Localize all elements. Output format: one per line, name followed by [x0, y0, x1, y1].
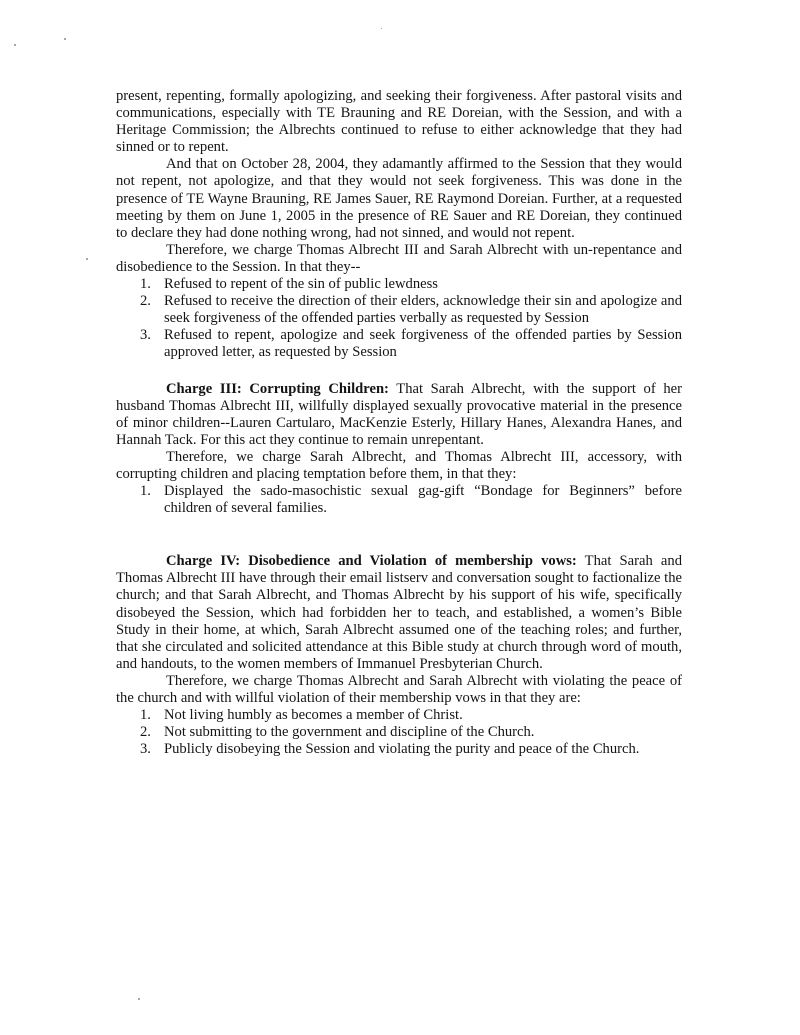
- list-text: Publicly disobeying the Session and violating the purity and peace of the Church.: [164, 741, 640, 758]
- list-number: 3.: [140, 327, 151, 344]
- charge-3-body: That Sarah Albrecht, with the support of her husband Thomas Albrecht III, willfully displayed sexually provocative material in the presence of minor children--Lauren Cartularo, MacKenzie Esterly, Hillary Hanes, Alexandra Hanes, and Hannah Tack. For this act they continue to remain unrepentant.: [116, 380, 682, 448]
- list-item: [116, 483, 682, 517]
- list-item: [116, 724, 682, 741]
- list-text: Refused to receive the direction of their elders, acknowledge their sin and apologize and seek forgiveness of the offended parties verbally as requested by Session: [164, 293, 682, 327]
- list-item: [116, 327, 682, 361]
- scan-speck: [14, 44, 16, 46]
- list-violation: [116, 707, 682, 758]
- list-number: 2.: [140, 724, 151, 741]
- paragraph-october-2004: And that on October 28, 2004, they adamantly affirmed to the Session that they would not repent, not apologize, and that they would not seek forgiveness. This was done in the presence of TE Wayne Brauning, RE James Sauer, RE Raymond Doreian. Further, at a requested meeting by them on June 1, 2005 in the presence of RE Sauer and RE Doreian, they continued to declare they had done nothing wrong, had not sinned, and would not repent.: [116, 156, 682, 241]
- list-number: 1.: [140, 276, 151, 293]
- list-text: Refused to repent of the sin of public lewdness: [164, 276, 438, 293]
- charge-4-paragraph: [116, 553, 682, 673]
- paragraph-charge-unrepentance: Therefore, we charge Thomas Albrecht III and Sarah Albrecht with un-repentance and disobedience to the Session. In that they--: [116, 241, 682, 275]
- scan-speck: [64, 38, 66, 40]
- paragraph-charge-violation: Therefore, we charge Thomas Albrecht and Sarah Albrecht with violating the peace of the church and with willful violation of their membership vows in that they are:: [116, 672, 682, 706]
- list-text: Displayed the sado-masochistic sexual gag-gift “Bondage for Beginners” before children of several families.: [164, 483, 682, 517]
- charge-3-paragraph: [116, 381, 682, 449]
- list-item: [116, 276, 682, 293]
- charge-4-body: That Sarah and Thomas Albrecht III have through their email listserv and conversation sought to factionalize the church; and that Sarah Albrecht, and Thomas Albrecht by his support of his wife, specifically disobeyed the Session, which had forbidden her to teach, and established, a women’s Bible Study in their home, at which, Sarah Albrecht assumed one of the teaching roles; and further, that she circulated and solicited attendance at this Bible study at church through word of mouth, and handouts, to the women members of Immanuel Presbyterian Church.: [116, 553, 682, 672]
- list-number: 1.: [140, 483, 151, 500]
- list-item: [116, 707, 682, 724]
- list-item: [116, 741, 682, 758]
- list-text: Refused to repent, apologize and seek forgiveness of the offended parties by Session approved letter, as requested by Session: [164, 327, 682, 361]
- list-number: 2.: [140, 293, 151, 310]
- list-item: [116, 293, 682, 327]
- scan-speck: [86, 258, 88, 260]
- list-text: Not living humbly as becomes a member of Christ.: [164, 707, 463, 724]
- scan-speck: [381, 28, 382, 29]
- list-text: Not submitting to the government and discipline of the Church.: [164, 724, 535, 741]
- list-unrepentance: [116, 276, 682, 361]
- charge-4-heading: Charge IV: Disobedience and Violation of membership vows:: [166, 553, 577, 570]
- charge-3-heading: Charge III: Corrupting Children:: [166, 380, 389, 397]
- list-number: 3.: [140, 741, 151, 758]
- paragraph-intro: present, repenting, formally apologizing, and seeking their forgiveness. After pastoral visits and communications, especially with TE Brauning and RE Doreian, with the Session, and with a Heritage Commission; the Albrechts continued to refuse to either acknowledge that they had sinned or to repent.: [116, 88, 682, 156]
- list-number: 1.: [140, 707, 151, 724]
- document-page: [116, 88, 682, 758]
- scan-speck: [138, 998, 140, 1000]
- list-corrupting: [116, 483, 682, 517]
- paragraph-charge-corrupting: Therefore, we charge Sarah Albrecht, and Thomas Albrecht III, accessory, with corrupting children and placing temptation before them, in that they:: [116, 448, 682, 482]
